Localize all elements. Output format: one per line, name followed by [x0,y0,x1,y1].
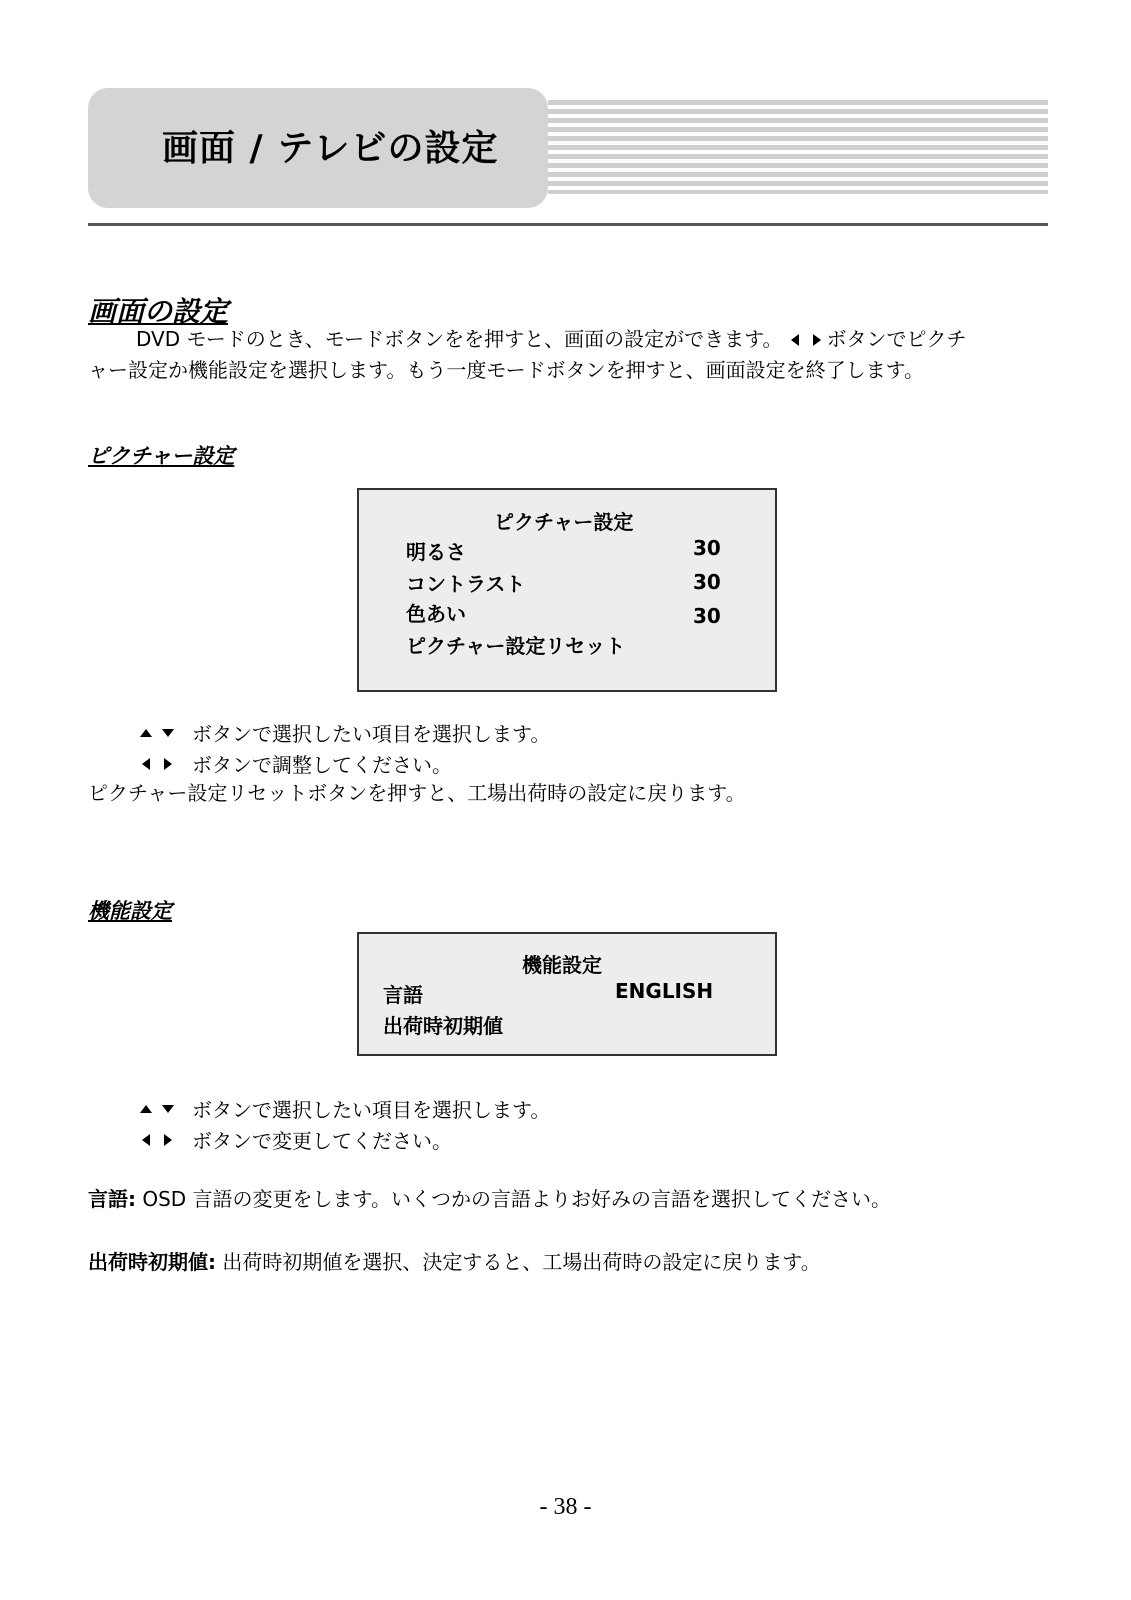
osd-item-contrast-label: コントラスト [406,572,526,596]
intro-paragraph-line1 [88,324,967,355]
section-heading-picture: ピクチャー設定 [88,444,235,468]
osd-item-language-value: ENGLISH [615,979,714,1003]
header-stripes [548,100,1048,194]
function-osd-panel [357,932,777,1056]
up-down-arrows-icon [140,729,188,737]
function-instr-leftright [140,1125,452,1154]
header-divider [88,223,1048,226]
function-instr-updown [140,1094,550,1123]
page-number: - 38 - [539,1494,592,1520]
intro-text-b: ボタンでピクチ [826,327,967,351]
picture-instr-updown [140,718,550,747]
osd-item-contrast-value: 30 [693,570,721,594]
intro-paragraph-line2: ャー設定か機能設定を選択します。もう一度モードボタンを押すと、画面設定を終了します。 [88,358,924,382]
intro-text-a: DVD モードのとき、モードボタンをを押すと、画面の設定ができます。 [136,327,783,351]
factory-default-description [88,1247,821,1278]
osd-item-brightness-value: 30 [693,536,721,560]
language-desc-text: OSD 言語の変更をします。いくつかの言語よりお好みの言語を選択してください。 [136,1187,891,1211]
osd-item-tint-label: 色あい [406,602,466,626]
function-instr-updown-text: ボタンで選択したい項目を選択します。 [192,1098,551,1122]
language-term: 言語: [88,1187,136,1211]
picture-osd-title: ピクチャー設定 [494,510,634,534]
up-down-arrows-icon [140,1105,188,1113]
picture-instr-updown-text: ボタンで選択したい項目を選択します。 [192,722,551,746]
picture-instr-leftright [140,749,452,778]
picture-osd-panel [357,488,777,692]
osd-item-factory-default: 出荷時初期値 [383,1014,503,1038]
osd-item-picture-reset: ピクチャー設定リセット [406,634,626,658]
osd-item-brightness-label: 明るさ [406,540,466,564]
left-right-arrows-icon [140,758,188,770]
language-description [88,1184,891,1215]
picture-instr-leftright-text: ボタンで調整してください。 [192,753,452,777]
function-instr-leftright-text: ボタンで変更してください。 [192,1129,452,1153]
factory-default-term: 出荷時初期値: [88,1250,216,1274]
section-heading-screen: 画面の設定 [88,295,229,328]
section-heading-function: 機能設定 [88,899,172,923]
factory-default-desc-text: 出荷時初期値を選択、決定すると、工場出荷時の設定に戻ります。 [216,1250,821,1274]
picture-reset-note: ピクチャー設定リセットボタンを押すと、工場出荷時の設定に戻ります。 [88,781,746,805]
osd-item-language-label: 言語 [383,983,423,1007]
osd-item-tint-value: 30 [693,604,721,628]
page-title: 画面 / テレビの設定 [162,128,499,169]
left-right-arrows-icon [140,1134,188,1146]
function-osd-title: 機能設定 [522,953,602,977]
left-right-arrows-icon [789,334,821,346]
